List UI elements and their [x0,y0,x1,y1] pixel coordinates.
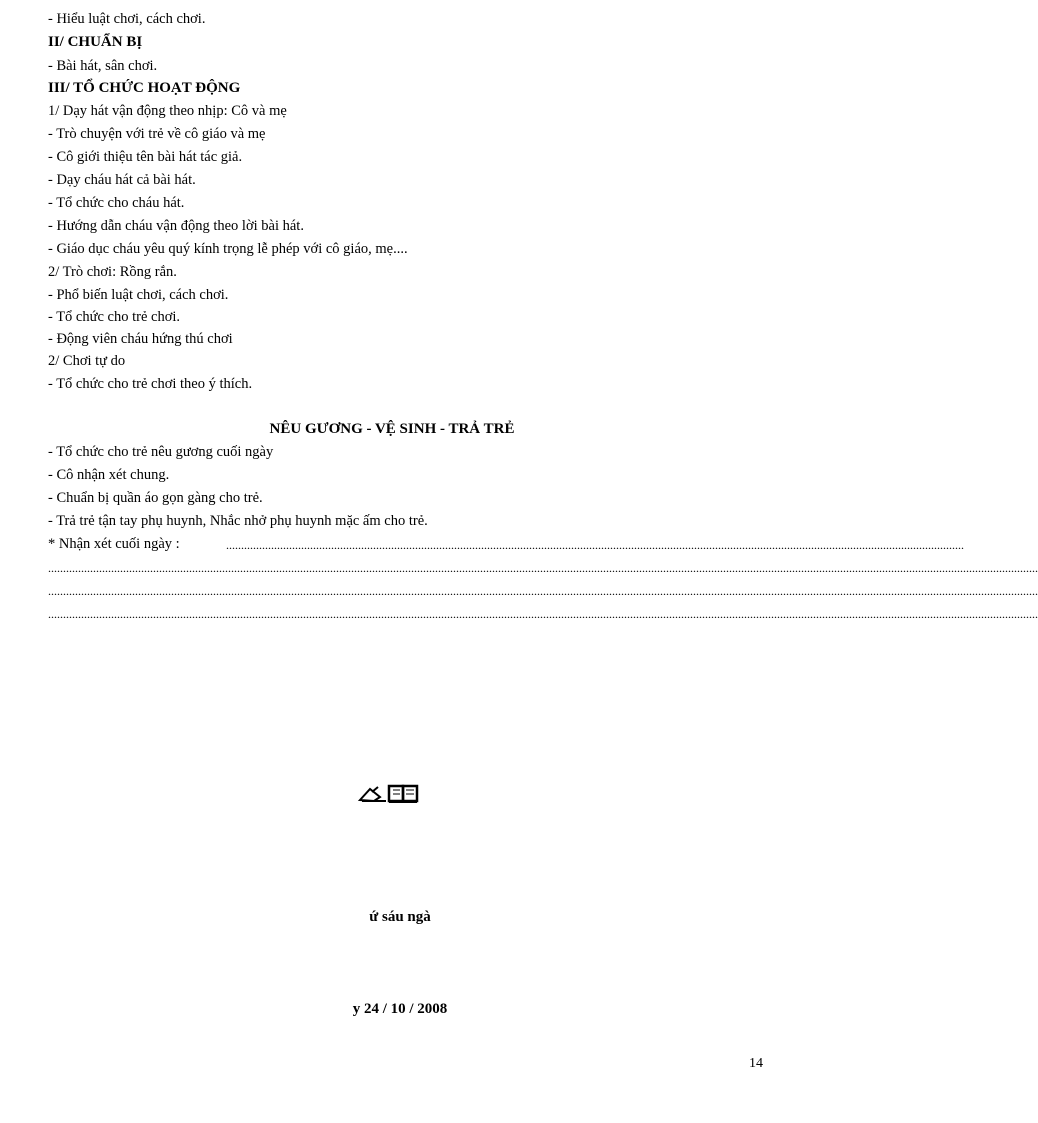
closing-line: - Tổ chức cho trẻ nêu gương cuối ngày [48,444,274,460]
closing-heading: NÊU GƯƠNG - VỆ SINH - TRẢ TRẺ [269,421,515,437]
activities-heading: III/ TỔ CHỨC HOẠT ĐỘNG [48,80,241,96]
remarks-dotted-line: .......................................................................................................................................................................................................................................................................................................................................... [48,607,1038,621]
ornament-symbols [358,783,422,805]
rule-understanding-line: - Hiểu luật chơi, cách chơi. [48,11,206,27]
activity-line: - Phổ biến luật chơi, cách chơi. [48,287,229,303]
closing-line: - Cô nhận xét chung. [48,467,170,483]
activity-line: - Hướng dẫn cháu vận động theo lời bài hát. [48,218,304,234]
pen-hand-icon [360,787,386,801]
activity-line: - Trò chuyện với trẻ về cô giáo và mẹ [48,126,266,142]
remarks-label: * Nhận xét cuối ngày : [48,536,180,552]
date-line: y 24 / 10 / 2008 [352,1001,448,1017]
remarks-dotted-line: .......................................................................................................................................................................................................................................................................................................................................... [48,584,1038,598]
closing-line: - Trả trẻ tận tay phụ huynh, Nhắc nhở phụ huynh mặc ấm cho trẻ. [48,513,428,529]
closing-line: - Chuẩn bị quần áo gọn gàng cho trẻ. [48,490,263,506]
activity-line: - Cô giới thiệu tên bài hát tác giả. [48,149,243,165]
activity-line: - Tổ chức cho trẻ chơi. [48,309,181,325]
remarks-dotted-line: ...................................................................................................................................................................................................................................................... [226,538,964,552]
day-title: ứ sáu ngà [369,909,431,925]
activity-line: 2/ Trò chơi: Rồng rắn. [48,264,177,280]
activity-line: - Dạy cháu hát cả bài hát. [48,172,196,188]
activity-line: 2/ Chơi tự do [48,353,126,369]
activity-line: - Tổ chức cho cháu hát. [48,195,185,211]
prep-item: - Bài hát, sân chơi. [48,58,158,74]
activity-line: - Giáo dục cháu yêu quý kính trọng lễ phép với cô giáo, mẹ.... [48,241,408,257]
prep-heading: II/ CHUẨN BỊ [48,34,143,50]
remarks-dotted-line: .......................................................................................................................................................................................................................................................................................................................................... [48,561,1038,575]
page-number: 14 [749,1056,763,1071]
open-book-icon [389,786,417,802]
activity-line: - Tổ chức cho trẻ chơi theo ý thích. [48,376,253,392]
ornament [358,783,422,805]
activity-line: - Động viên cháu hứng thú chơi [48,331,233,347]
activity-line: 1/ Dạy hát vận động theo nhịp: Cô và mẹ [48,103,287,119]
